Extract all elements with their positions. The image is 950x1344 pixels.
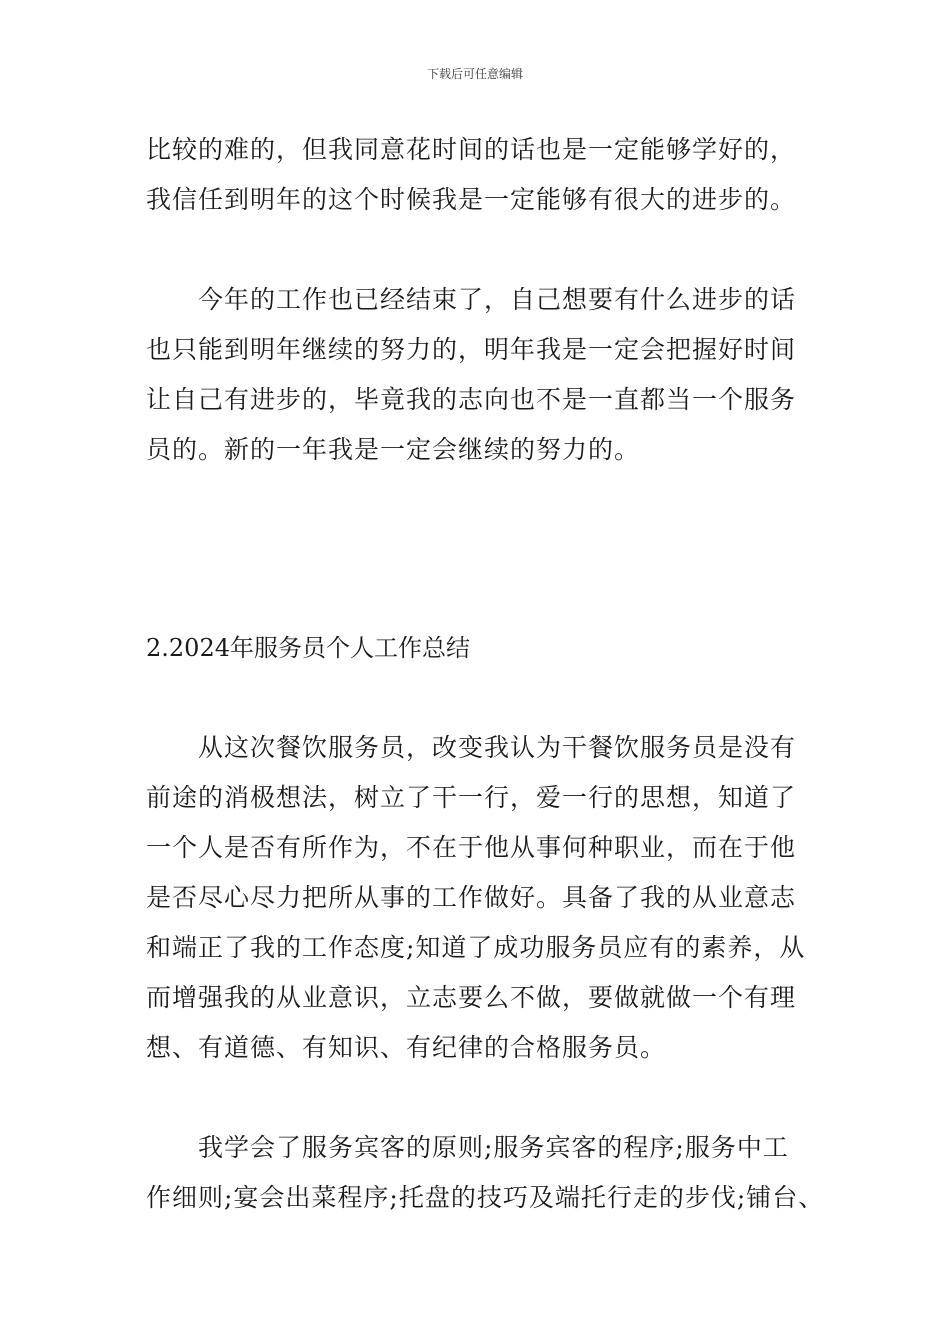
text-line: 员的。新的一年我是一定会继续的努力的。 <box>146 435 641 464</box>
text-line: 一个人是否有所作为，不在于他从事何种职业，而在于他 <box>146 833 797 862</box>
text-line: 今年的工作也已经结束了，自己想要有什么进步的话 <box>146 285 797 314</box>
page-header: 下载后可任意编辑 <box>426 67 523 81</box>
text-line: 想、有道德、有知识、有纪律的合格服务员。 <box>146 1033 667 1062</box>
text-line: 我学会了服务宾客的原则;服务宾客的程序;服务中工 <box>146 1133 789 1162</box>
text-line: 比较的难的，但我同意花时间的话也是一定能够学好的， <box>146 135 797 164</box>
text-line: 前途的消极想法，树立了干一行，爱一行的思想，知道了 <box>146 783 797 812</box>
text-line: 让自己有进步的，毕竟我的志向也不是一直都当一个服务 <box>146 385 797 414</box>
text-line: 作细则;宴会出菜程序;托盘的技巧及端托行走的步伐;铺台、 <box>146 1183 825 1212</box>
text-line: 和端正了我的工作态度;知道了成功服务员应有的素养，从 <box>146 933 806 962</box>
text-line: 也只能到明年继续的努力的，明年我是一定会把握好时间 <box>146 335 797 364</box>
text-line: 是否尽心尽力把所从事的工作做好。具备了我的从业意志 <box>146 883 797 912</box>
section-heading: 2.2024年服务员个人工作总结 <box>146 634 470 662</box>
text-line: 我信任到明年的这个时候我是一定能够有很大的进步的。 <box>146 185 797 214</box>
text-line: 从这次餐饮服务员，改变我认为干餐饮服务员是没有 <box>146 733 797 762</box>
text-line: 而增强我的从业意识，立志要么不做，要做就做一个有理 <box>146 983 797 1012</box>
